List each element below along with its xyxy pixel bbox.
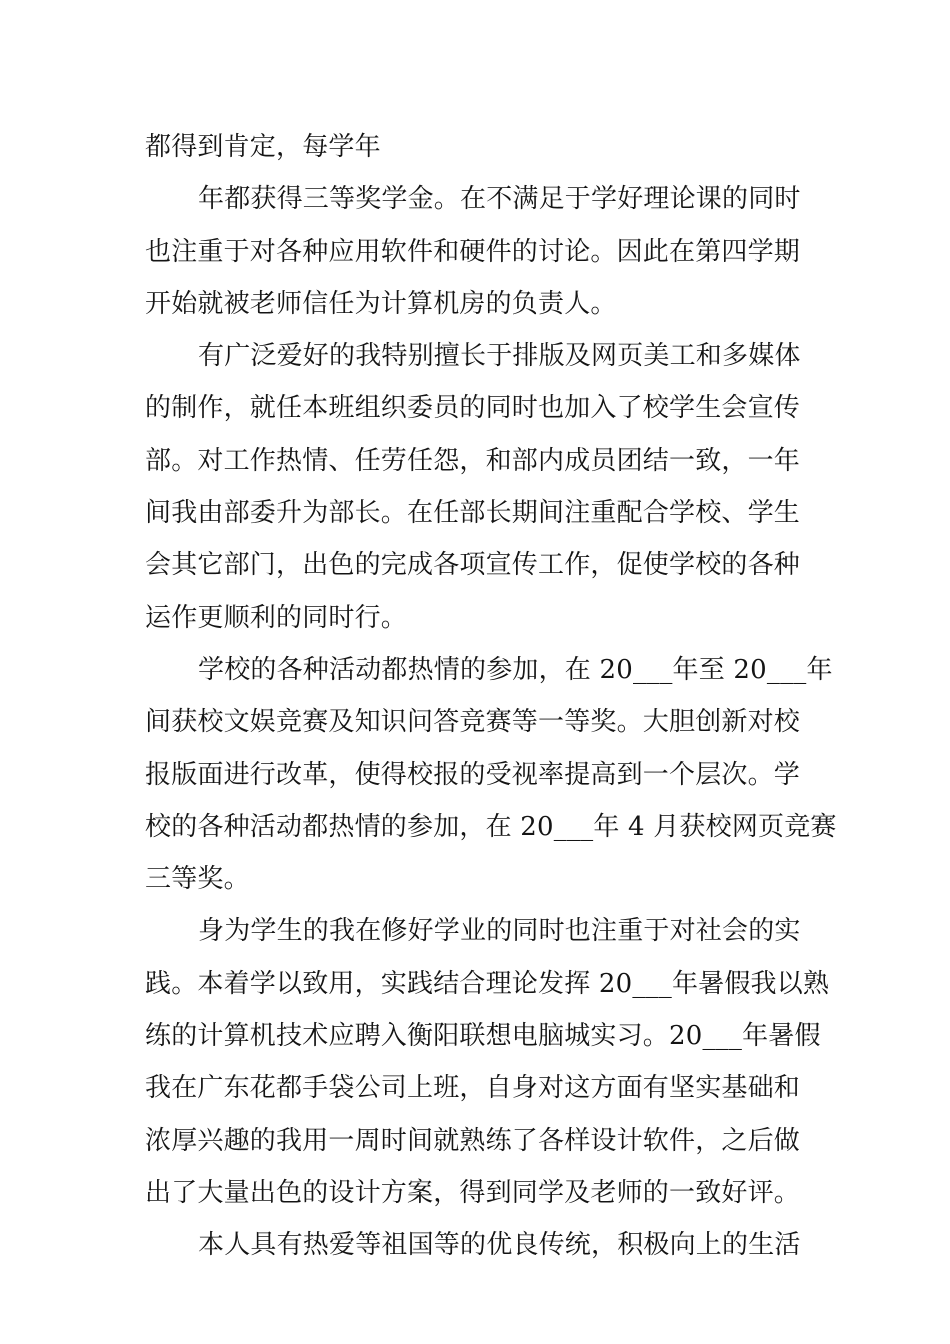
text-line: 本人具有热爱等祖国等的优良传统，积极向上的生活	[198, 1230, 801, 1261]
text-line: 校的各种活动都热情的参加，在 20___年 4 月获校网页竞赛	[145, 811, 837, 842]
text-line: 出了大量出色的设计方案，得到同学及老师的一致好评。	[145, 1177, 801, 1208]
text-line: 都得到肯定，每学年	[145, 132, 381, 162]
text-line: 报版面进行改革，使得校报的受视率提高到一个层次。学	[145, 759, 801, 790]
text-line: 三等奖。	[145, 864, 250, 895]
text-line: 年都获得三等奖学金。在不满足于学好理论课的同时	[198, 184, 801, 215]
text-line: 有广泛爱好的我特别擅长于排版及网页美工和多媒体	[198, 341, 801, 372]
text-line: 的制作，就任本班组织委员的同时也加入了校学生会宣传	[145, 393, 801, 424]
text-line: 学校的各种活动都热情的参加，在 20___年至 20___年	[198, 654, 833, 685]
document-body	[145, 121, 837, 1272]
text-line: 运作更顺利的同时行。	[145, 602, 408, 633]
text-line: 部。对工作热情、任劳任怨，和部内成员团结一致，一年	[145, 445, 801, 476]
text-line: 练的计算机技术应聘入衡阳联想电脑城实习。20___年暑假	[145, 1021, 821, 1052]
text-line: 开始就被老师信任为计算机房的负责人。	[145, 288, 617, 319]
text-line: 身为学生的我在修好学业的同时也注重于对社会的实	[198, 916, 801, 947]
text-line: 间我由部委升为部长。在任部长期间注重配合学校、学生	[145, 498, 801, 529]
text-line: 也注重于对各种应用软件和硬件的讨论。因此在第四学期	[145, 236, 801, 267]
text-line: 我在广东花都手袋公司上班，自身对这方面有坚实基础和	[145, 1073, 801, 1104]
text-line: 浓厚兴趣的我用一周时间就熟练了各样设计软件，之后做	[145, 1125, 801, 1156]
text-line: 践。本着学以致用，实践结合理论发挥 20___年暑假我以熟	[145, 968, 830, 999]
text-line: 间获校文娱竞赛及知识问答竞赛等一等奖。大胆创新对校	[145, 707, 801, 738]
text-line: 会其它部门，出色的完成各项宣传工作，促使学校的各种	[145, 550, 801, 581]
